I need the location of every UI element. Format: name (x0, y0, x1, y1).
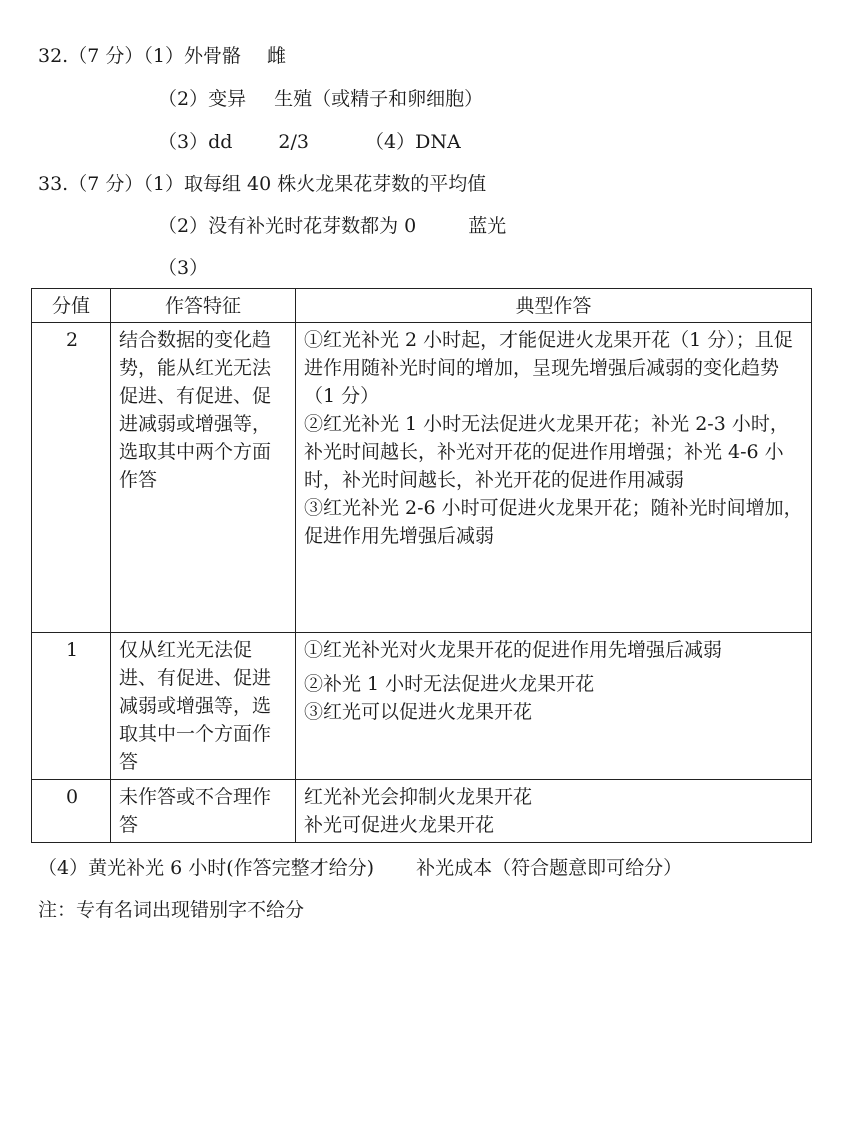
table-row (32, 633, 812, 780)
q33-part1-label: （1） (143, 173, 184, 195)
q33-line-4 (38, 856, 682, 880)
q32-part4-label: （4） (365, 131, 416, 153)
answer-item: ②补光 1 小时无法促进火龙果开花 (304, 673, 595, 695)
q33-part2-label: （2） (158, 215, 209, 237)
row-feature: 仅从红光无法促进、有促进、促进减弱或增强等，选取其中一个方面作答 (111, 633, 296, 780)
header-feature: 作答特征 (111, 289, 296, 323)
q32-part2-answer2: 生殖（或精子和卵细胞） (274, 88, 484, 110)
q33-part1-answer: 取每组 40 株火龙果花芽数的平均值 (183, 173, 487, 195)
q32-part1-label: （1） (143, 45, 184, 67)
row-answers (296, 633, 812, 780)
row-feature: 结合数据的变化趋势，能从红光无法促进、有促进、促进减弱或增强等，选取其中两个方面作答 (111, 323, 296, 633)
table-header-row (32, 289, 812, 323)
note: 注：专有名词出现错别字不给分 (38, 899, 305, 921)
q32-part3-answer2: 2/3 (278, 131, 309, 153)
q32-part3-label: （3） (158, 131, 209, 153)
row-feature: 未作答或不合理作答 (111, 780, 296, 843)
q33-part2-answer2: 蓝光 (468, 215, 507, 237)
q32-points: （7 分） (68, 45, 144, 67)
row-answers (296, 780, 812, 843)
q32-number: 32. (38, 45, 69, 67)
q33-part2-answer1: 没有补光时花芽数都为 0 (208, 215, 417, 237)
q32-part1-answer2: 雌 (266, 45, 286, 67)
answer-item: ①红光补光 2 小时起，才能促进火龙果开花（1 分）；且促进作用随补光时间的增加，呈现先增强后减弱的变化趋势（1 分） (304, 329, 793, 407)
q32-line-3 (158, 130, 461, 154)
header-typical-answer: 典型作答 (296, 289, 812, 323)
q32-line-2 (158, 87, 483, 111)
q32-part4-answer: DNA (415, 131, 461, 153)
answer-item: ③红光补光 2-6 小时可促进火龙果开花；随补光时间增加，促进作用先增强后减弱 (304, 497, 803, 547)
q33-part4-label: （4） (38, 857, 89, 879)
q33-part4-answer1: 黄光补光 6 小时(作答完整才给分) (88, 857, 375, 879)
q32-part3-answer1: dd (208, 131, 233, 153)
q32-part2-label: （2） (158, 88, 209, 110)
q33-number: 33. (38, 173, 69, 195)
q32-part2-answer1: 变异 (208, 88, 247, 110)
answer-item: 补光可促进火龙果开花 (304, 814, 495, 836)
q33-line-2 (158, 214, 506, 238)
table-row (32, 780, 812, 843)
answer-item: ②红光补光 1 小时无法促进火龙果开花；补光 2-3 小时，补光时间越长，补光对开花的促进作用增强；补光 4-6 小时，补光时间越长，补光开花的促进作用减弱 (304, 413, 789, 491)
q33-part3-label: （3） (158, 257, 209, 279)
q33-line-3 (158, 256, 208, 280)
answer-item: 红光补光会抑制火龙果开花 (304, 786, 533, 808)
header-score: 分值 (32, 289, 111, 323)
q32-line-1 (38, 44, 286, 68)
q33-points: （7 分） (68, 173, 144, 195)
q33-line-1 (38, 172, 486, 196)
row-score: 1 (32, 633, 111, 780)
answer-item: ③红光可以促进火龙果开花 (304, 701, 533, 723)
answer-item: ①红光补光对火龙果开花的促进作用先增强后减弱 (304, 639, 723, 661)
row-answers (296, 323, 812, 633)
q33-part4-answer2: 补光成本（符合题意即可给分） (416, 857, 683, 879)
q32-part1-answer1: 外骨骼 (183, 45, 241, 67)
table-row (32, 323, 812, 633)
row-score: 0 (32, 780, 111, 843)
row-score: 2 (32, 323, 111, 633)
scoring-table (31, 288, 812, 843)
